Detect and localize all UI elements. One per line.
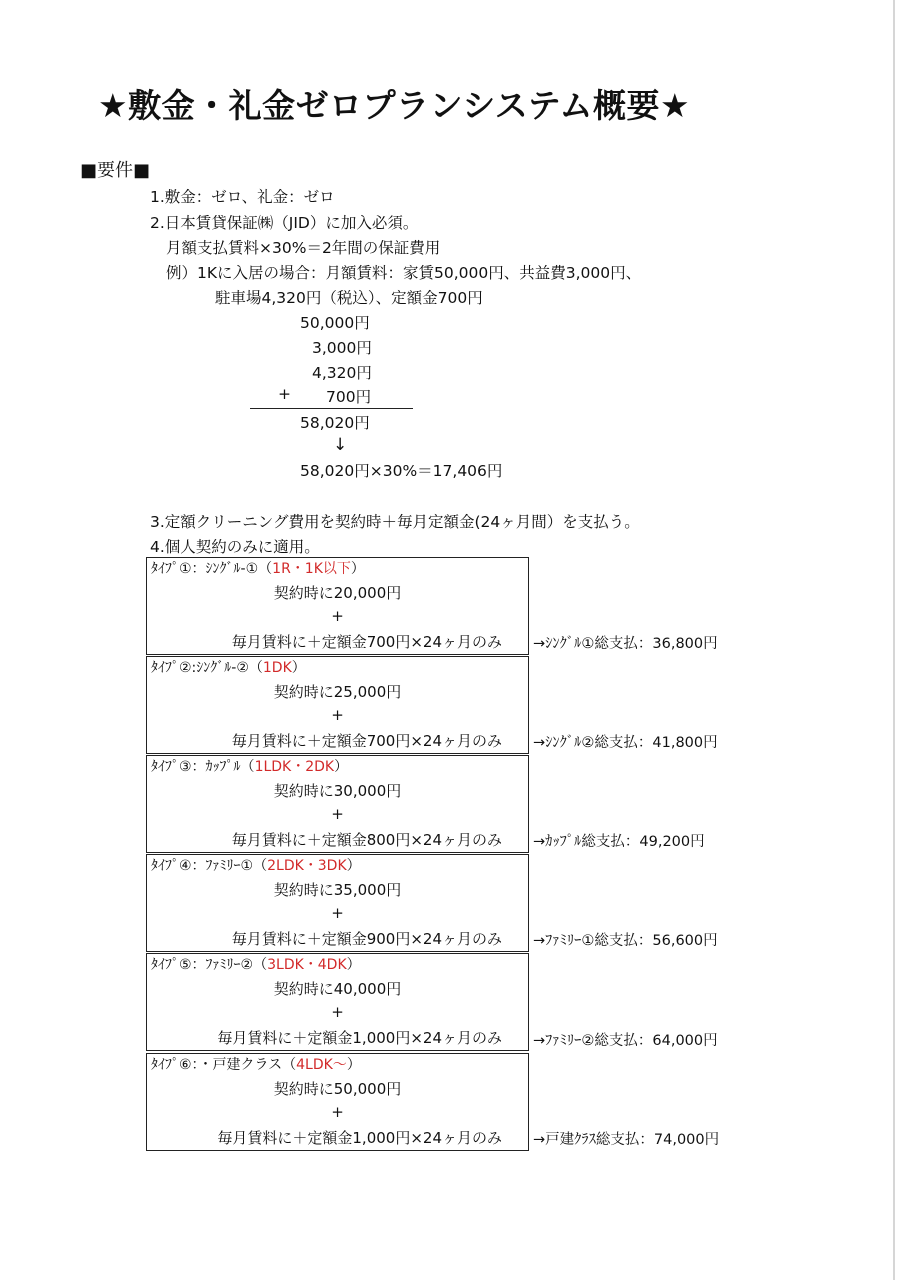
plan-type-label: ﾀｲﾌﾟ⑥：・戸建クラス（4LDK～） bbox=[151, 1057, 361, 1073]
requirement-3: 3.定額クリーニング費用を契約時＋毎月定額金(24ヶ月間）を支払う。 bbox=[150, 513, 640, 531]
plan-type-label: ﾀｲﾌﾟ①：ｼﾝｸﾞﾙ-①（1R・1K以下） bbox=[151, 561, 365, 577]
plan-room-size: 1DK bbox=[262, 660, 292, 676]
plan-plus: + bbox=[331, 1103, 344, 1121]
calc-item-rent: 50,000円 bbox=[300, 314, 370, 332]
calc-plus-sign: + bbox=[278, 385, 291, 403]
calc-item-common: 3,000円 bbox=[312, 339, 372, 357]
plan-monthly: 毎月賃料に＋定額金1,000円×24ヶ月のみ bbox=[217, 1029, 502, 1047]
plan-total-type4: →ﾌｧﾐﾘｰ①総支払：56,600円 bbox=[533, 933, 718, 949]
plan-room-size: 2LDK・3DK bbox=[267, 858, 347, 874]
plan-upfront: 契約時に50,000円 bbox=[273, 1080, 402, 1098]
section-heading: ■要件■ bbox=[80, 160, 151, 181]
plan-box-type1 bbox=[146, 557, 529, 655]
plan-room-size: 1LDK・2DK bbox=[254, 759, 335, 775]
calc-result: 58,020円×30%＝17,406円 bbox=[300, 462, 503, 480]
plan-total-type1: →ｼﾝｸﾞﾙ①総支払：36,800円 bbox=[533, 636, 718, 652]
calc-item-parking: 4,320円 bbox=[312, 364, 372, 382]
plan-total-type3: →ｶｯﾌﾟﾙ総支払：49,200円 bbox=[533, 834, 705, 850]
plan-box-type5 bbox=[146, 953, 529, 1051]
requirement-1: 1.敷金：ゼロ、礼金：ゼロ bbox=[150, 188, 335, 206]
plan-room-size: 1R・1K以下 bbox=[272, 561, 351, 577]
plan-upfront: 契約時に35,000円 bbox=[273, 881, 402, 899]
example-line-2: 駐車場4,320円（税込）、定額金700円 bbox=[215, 289, 483, 307]
plan-total-type2: →ｼﾝｸﾞﾙ②総支払：41,800円 bbox=[533, 735, 718, 751]
plan-upfront: 契約時に30,000円 bbox=[273, 782, 402, 800]
requirement-2-note: 月額支払賃料×30%＝2年間の保証費用 bbox=[166, 239, 441, 257]
plan-upfront: 契約時に20,000円 bbox=[273, 584, 402, 602]
plan-monthly: 毎月賃料に＋定額金1,000円×24ヶ月のみ bbox=[217, 1129, 502, 1147]
example-line-1: 例）1Kに入居の場合：月額賃料：家賃50,000円、共益費3,000円、 bbox=[166, 264, 642, 282]
plan-upfront: 契約時に40,000円 bbox=[273, 980, 402, 998]
plan-type-label: ﾀｲﾌﾟ⑤：ﾌｧﾐﾘｰ②（3LDK・4DK） bbox=[151, 957, 361, 973]
plan-upfront: 契約時に25,000円 bbox=[273, 683, 402, 701]
calc-item-fixed: 700円 bbox=[326, 388, 372, 406]
plan-box-type2 bbox=[146, 656, 529, 754]
page-title: ★敷金・礼金ゼロプランシステム概要★ bbox=[98, 86, 691, 125]
plan-monthly: 毎月賃料に＋定額金700円×24ヶ月のみ bbox=[231, 633, 502, 651]
requirement-4: 4.個人契約のみに適用。 bbox=[150, 538, 320, 556]
plan-monthly: 毎月賃料に＋定額金800円×24ヶ月のみ bbox=[231, 831, 502, 849]
plan-box-type6 bbox=[146, 1053, 529, 1151]
plan-monthly: 毎月賃料に＋定額金700円×24ヶ月のみ bbox=[231, 732, 502, 750]
scan-edge-line bbox=[893, 0, 895, 1280]
plan-box-type4 bbox=[146, 854, 529, 952]
calc-arrow: ↓ bbox=[333, 435, 348, 455]
plan-total-type6: →戸建ｸﾗｽ総支払：74,000円 bbox=[533, 1132, 720, 1148]
plan-type-label: ﾀｲﾌﾟ④：ﾌｧﾐﾘｰ①（2LDK・3DK） bbox=[151, 858, 361, 874]
plan-room-size: 3LDK・4DK bbox=[267, 957, 347, 973]
plan-plus: + bbox=[331, 1003, 344, 1021]
plan-total-type5: →ﾌｧﾐﾘｰ②総支払：64,000円 bbox=[533, 1033, 718, 1049]
plan-type-label: ﾀｲﾌﾟ③：ｶｯﾌﾟﾙ（1LDK・2DK） bbox=[151, 759, 349, 775]
plan-plus: + bbox=[331, 706, 344, 724]
plan-plus: + bbox=[331, 805, 344, 823]
plan-box-type3 bbox=[146, 755, 529, 853]
requirement-2: 2.日本賃貸保証㈱（JID）に加入必須。 bbox=[150, 214, 419, 232]
plan-type-label: ﾀｲﾌﾟ②:ｼﾝｸﾞﾙ-②（1DK） bbox=[151, 660, 306, 676]
calc-sum-rule bbox=[250, 408, 413, 409]
plan-room-size: 4LDK～ bbox=[296, 1057, 347, 1073]
calc-sum: 58,020円 bbox=[300, 414, 370, 432]
plan-plus: + bbox=[331, 607, 344, 625]
plan-monthly: 毎月賃料に＋定額金900円×24ヶ月のみ bbox=[231, 930, 502, 948]
plan-plus: + bbox=[331, 904, 344, 922]
